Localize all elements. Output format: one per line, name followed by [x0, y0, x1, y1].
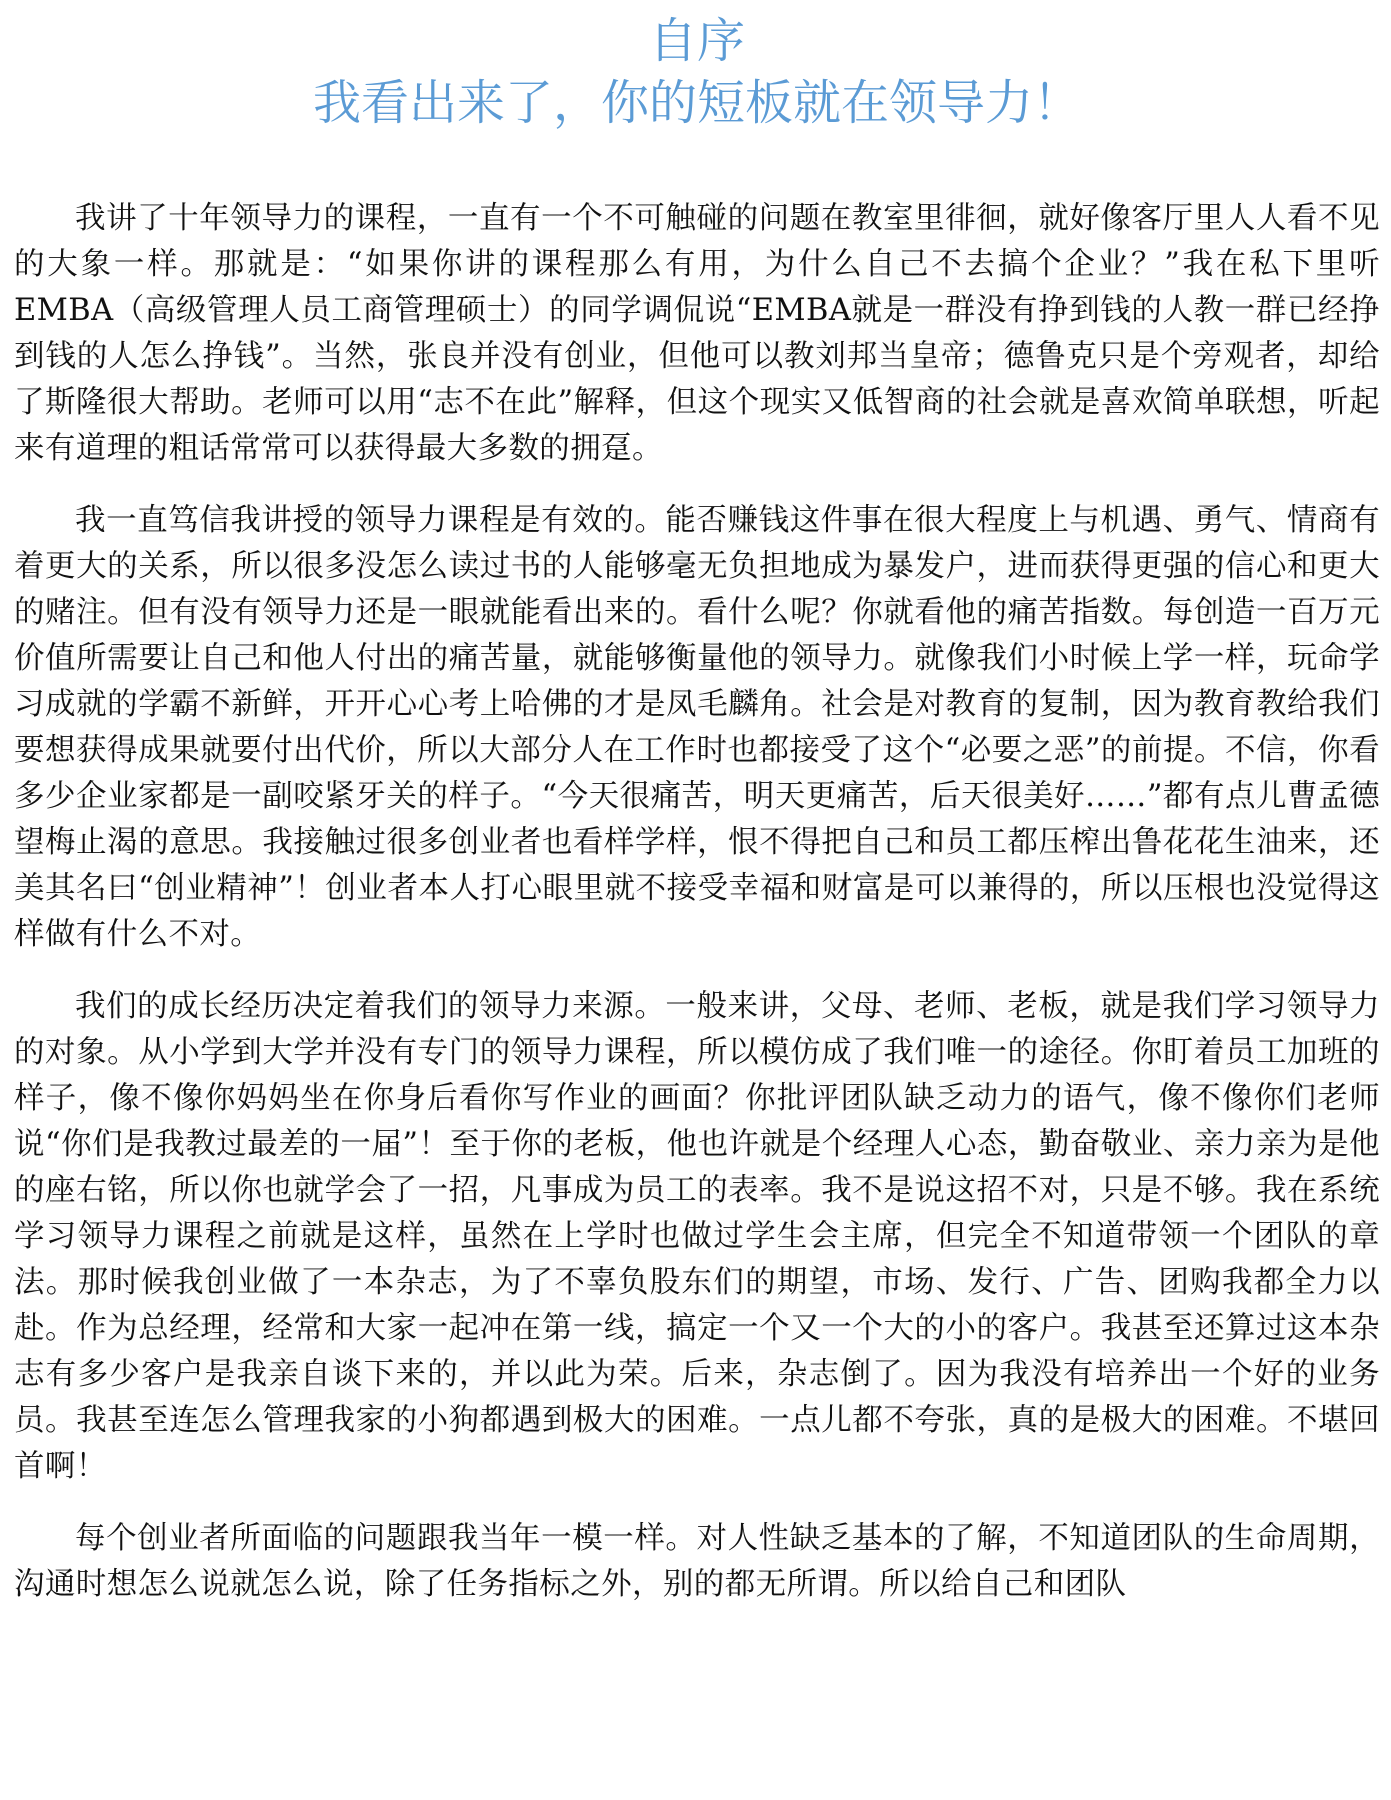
chapter-heading	[14, 10, 1380, 134]
paragraph-3: 我们的成长经历决定着我们的领导力来源。一般来讲，父母、老师、老板，就是我们学习领导力的对象。从小学到大学并没有专门的领导力课程，所以模仿成了我们唯一的途径。你盯着员工加班的样子，像不像你妈妈坐在你身后看你写作业的画面？你批评团队缺乏动力的语气，像不像你们老师说“你们是我教过最差的一届”！至于你的老板，他也许就是个经理人心态，勤奋敬业、亲力亲为是他的座右铭，所以你也就学会了一招，凡事成为员工的表率。我不是说这招不对，只是不够。我在系统学习领导力课程之前就是这样，虽然在上学时也做过学生会主席，但完全不知道带领一个团队的章法。那时候我创业做了一本杂志，为了不辜负股东们的期望，市场、发行、广告、团购我都全力以赴。作为总经理，经常和大家一起冲在第一线，搞定一个又一个大的小的客户。我甚至还算过这本杂志有多少客户是我亲自谈下来的，并以此为荣。后来，杂志倒了。因为我没有培养出一个好的业务员。我甚至连怎么管理我家的小狗都遇到极大的困难。一点儿都不夸张，真的是极大的困难。不堪回首啊！	[14, 989, 1380, 1484]
chapter-title: 自序	[648, 13, 745, 69]
paragraph-2: 我一直笃信我讲授的领导力课程是有效的。能否赚钱这件事在很大程度上与机遇、勇气、情商有着更大的关系，所以很多没怎么读过书的人能够毫无负担地成为暴发户，进而获得更强的信心和更大的赌注。但有没有领导力还是一眼就能看出来的。看什么呢？你就看他的痛苦指数。每创造一百万元价值所需要让自己和他人付出的痛苦量，就能够衡量他的领导力。就像我们小时候上学一样，玩命学习成就的学霸不新鲜，开开心心考上哈佛的才是凤毛麟角。社会是对教育的复制，因为教育教给我们要想获得成果就要付出代价，所以大部分人在工作时也都接受了这个“必要之恶”的前提。不信，你看多少企业家都是一副咬紧牙关的样子。“今天很痛苦，明天更痛苦，后天很美好……”都有点儿曹孟德望梅止渴的意思。我接触过很多创业者也看样学样，恨不得把自己和员工都压榨出鲁花花生油来，还美其名曰“创业精神”！创业者本人打心眼里就不接受幸福和财富是可以兼得的，所以压根也没觉得这样做有什么不对。	[14, 503, 1380, 952]
paragraph-1: 我讲了十年领导力的课程，一直有一个不可触碰的问题在教室里徘徊，就好像客厅里人人看不见的大象一样。那就是：“如果你讲的课程那么有用，为什么自己不去搞个企业？”我在私下里听EMBA（高级管理人员工商管理硕士）的同学调侃说“EMBA就是一群没有挣到钱的人教一群已经挣到钱的人怎么挣钱”。当然，张良并没有创业，但他可以教刘邦当皇帝；德鲁克只是个旁观者，却给了斯隆很大帮助。老师可以用“志不在此”解释，但这个现实又低智商的社会就是喜欢简单联想，听起来有道理的粗话常常可以获得最大多数的拥趸。	[14, 201, 1380, 466]
document-page	[14, 0, 1380, 1800]
paragraph-4: 每个创业者所面临的问题跟我当年一模一样。对人性缺乏基本的了解，不知道团队的生命周期，沟通时想怎么说就怎么说，除了任务指标之外，别的都无所谓。所以给自己和团队	[14, 1521, 1380, 1602]
body-text	[14, 196, 1380, 1608]
chapter-subtitle: 我看出来了，你的短板就在领导力！	[312, 75, 1081, 131]
